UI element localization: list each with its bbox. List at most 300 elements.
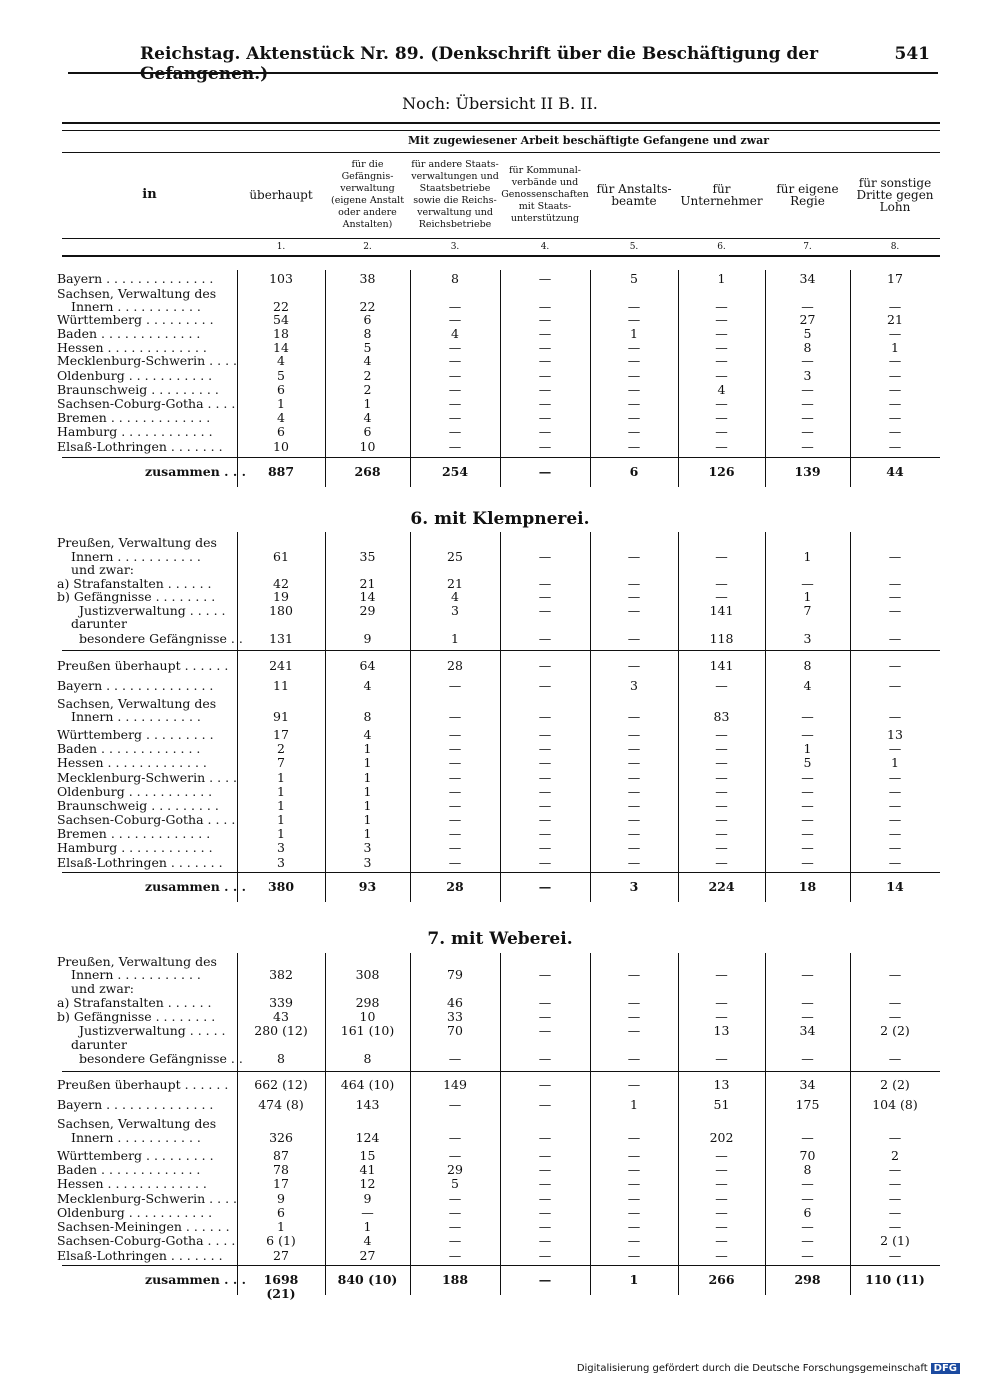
- table-row: [0, 1078, 1000, 1092]
- table-cell: 8: [277, 1051, 285, 1066]
- table-cell: 1: [363, 812, 372, 827]
- table-cell: —: [715, 299, 728, 314]
- table-cell: —: [627, 727, 641, 742]
- table-cell: —: [801, 1176, 814, 1191]
- table-cell: 54: [273, 312, 289, 327]
- table-row: [0, 827, 1000, 841]
- table-cell: —: [888, 812, 902, 827]
- total-rule: [62, 1265, 940, 1266]
- table-cell: 14: [359, 589, 376, 604]
- subtotal-rule: [62, 1071, 940, 1072]
- table-cell: —: [715, 353, 728, 368]
- row-label: Oldenburg . . . . . . . . . . .: [57, 785, 213, 799]
- table-cell: 2: [891, 1148, 899, 1163]
- table-cell: —: [715, 755, 728, 770]
- table-cell: 464 (10): [340, 1077, 395, 1092]
- table-cell: 118: [709, 631, 734, 646]
- table-row: [0, 313, 1000, 327]
- table-row: [0, 1192, 1000, 1206]
- row-label: Innern . . . . . . . . . . .: [71, 550, 201, 564]
- table-row: [0, 1131, 1000, 1145]
- table-cell: —: [801, 1009, 814, 1024]
- column-number: 8.: [890, 242, 900, 252]
- table-cell: —: [538, 299, 552, 314]
- table-cell: —: [801, 826, 814, 841]
- row-label: Württemberg . . . . . . . . .: [57, 1149, 214, 1163]
- table-row: [0, 1038, 1000, 1052]
- table-cell: 5: [363, 340, 372, 355]
- column-header: für Anstalts-beamte: [596, 182, 672, 208]
- table-cell: 3: [803, 631, 812, 646]
- table-row: [0, 799, 1000, 813]
- table-cell: 268: [354, 464, 381, 479]
- row-label: Hamburg . . . . . . . . . . . .: [57, 841, 213, 855]
- row-label: Braunschweig . . . . . . . . .: [57, 799, 219, 813]
- table-cell: 27: [799, 312, 816, 327]
- table-cell: 126: [708, 464, 735, 479]
- table-cell: 8: [803, 1162, 812, 1177]
- table-cell: 7: [803, 603, 812, 618]
- row-label: Innern . . . . . . . . . . .: [71, 710, 201, 724]
- table-cell: 149: [443, 1077, 467, 1092]
- table-cell: —: [538, 1097, 552, 1112]
- table-cell: 8: [363, 1051, 372, 1066]
- table-cell: 42: [273, 576, 289, 591]
- table-cell: —: [888, 439, 902, 454]
- table-cell: —: [627, 1205, 641, 1220]
- table-row: [0, 300, 1000, 314]
- table-cell: 1: [277, 1219, 285, 1234]
- table-cell: 1: [363, 798, 372, 813]
- table-cell: 34: [799, 1023, 816, 1038]
- table-cell: 17: [273, 1176, 289, 1191]
- table-cell: —: [538, 271, 552, 286]
- table-cell: 298: [355, 995, 380, 1010]
- table-cell: —: [538, 410, 552, 425]
- table-cell: 1: [363, 755, 372, 770]
- row-label: Elsaß-Lothringen . . . . . . .: [57, 1249, 223, 1263]
- row-label: Preußen, Verwaltung des: [57, 955, 217, 969]
- table-cell: —: [715, 1009, 728, 1024]
- table-row: [0, 1234, 1000, 1248]
- table-cell: —: [538, 1191, 552, 1206]
- table-cell: —: [888, 1176, 902, 1191]
- table-cell: 13: [887, 727, 903, 742]
- table-cell: —: [627, 840, 641, 855]
- table-cell: 326: [269, 1130, 293, 1145]
- table-cell: 1: [803, 589, 812, 604]
- table-cell: 10: [359, 439, 376, 454]
- table-row: [0, 550, 1000, 564]
- table-row: [0, 679, 1000, 693]
- table-cell: 4: [363, 1233, 372, 1248]
- table-cell: —: [627, 967, 641, 982]
- table-cell: 2: [363, 382, 372, 397]
- table-cell: —: [538, 439, 552, 454]
- table-cell: —: [538, 855, 552, 870]
- table-cell: —: [538, 1130, 552, 1145]
- table-cell: —: [888, 770, 902, 785]
- table-cell: —: [448, 1130, 462, 1145]
- table-cell: 15: [359, 1148, 376, 1163]
- table-cell: 4: [717, 382, 726, 397]
- table-cell: 180: [269, 603, 293, 618]
- table-cell: —: [888, 368, 902, 383]
- table-cell: —: [448, 312, 462, 327]
- table-row: [0, 411, 1000, 425]
- table-cell: 474 (8): [258, 1097, 304, 1112]
- table-row: [0, 1163, 1000, 1177]
- table-row: [0, 341, 1000, 355]
- row-label: Sachsen, Verwaltung des: [57, 1117, 217, 1131]
- row-label: Mecklenburg-Schwerin . . . .: [57, 354, 237, 368]
- table-cell: —: [715, 967, 728, 982]
- column-header: überhaupt: [249, 188, 313, 202]
- table-cell: —: [538, 1248, 552, 1263]
- row-label: Innern . . . . . . . . . . .: [71, 1131, 201, 1145]
- table-cell: —: [888, 709, 902, 724]
- table-cell: 2: [277, 741, 285, 756]
- table-cell: 188: [441, 1272, 469, 1287]
- header-rule: [68, 72, 938, 74]
- row-label: Bayern . . . . . . . . . . . . . .: [57, 1098, 214, 1112]
- table-cell: —: [715, 1051, 728, 1066]
- row-label: darunter: [71, 617, 127, 631]
- table-cell: —: [627, 755, 641, 770]
- table-cell: —: [715, 576, 728, 591]
- table-cell: —: [888, 1162, 902, 1177]
- table-cell: —: [627, 855, 641, 870]
- table-cell: —: [627, 312, 641, 327]
- table-cell: —: [627, 1009, 641, 1024]
- table-row: [0, 632, 1000, 646]
- table-cell: —: [715, 1191, 728, 1206]
- table-cell: 33: [447, 1009, 463, 1024]
- row-label: Sachsen-Coburg-Gotha . . . .: [57, 813, 236, 827]
- table-cell: —: [538, 326, 552, 341]
- table-cell: 34: [799, 271, 816, 286]
- table-cell: 6 (1): [266, 1233, 296, 1248]
- table-cell: —: [801, 410, 814, 425]
- table-cell: 1: [277, 826, 285, 841]
- table-cell: —: [538, 658, 552, 673]
- table-cell: —: [538, 396, 552, 411]
- table-cell: —: [627, 784, 641, 799]
- table-cell: 1: [891, 340, 899, 355]
- table-cell: —: [627, 396, 641, 411]
- table-cell: 1: [363, 1219, 372, 1234]
- table-cell: —: [715, 1176, 728, 1191]
- row-label: Bayern . . . . . . . . . . . . . .: [57, 272, 214, 286]
- table-cell: —: [888, 1191, 902, 1206]
- table-cell: 51: [713, 1097, 730, 1112]
- table-cell: —: [715, 368, 728, 383]
- row-label: Elsaß-Lothringen . . . . . . .: [57, 440, 223, 454]
- table-cell: 3: [363, 855, 372, 870]
- table-row: [0, 1220, 1000, 1234]
- table-cell: 143: [355, 1097, 380, 1112]
- table-cell: —: [448, 368, 462, 383]
- table-cell: 64: [359, 658, 376, 673]
- table-cell: 4: [363, 353, 372, 368]
- table-cell: —: [715, 741, 728, 756]
- table-cell: —: [538, 1272, 552, 1287]
- table-cell: —: [538, 589, 552, 604]
- table-cell: —: [715, 1219, 728, 1234]
- table-cell: —: [538, 784, 552, 799]
- table-cell: 18: [798, 879, 817, 894]
- total-row: [0, 1272, 1000, 1301]
- table-row: [0, 996, 1000, 1010]
- row-label: Preußen überhaupt . . . . . .: [57, 1078, 229, 1092]
- row-label: zusammen . . .: [145, 1273, 246, 1287]
- table-cell: —: [448, 1248, 462, 1263]
- table-row: [0, 1010, 1000, 1024]
- table-cell: —: [448, 396, 462, 411]
- column-header: für Kommunal-verbände und Genossenschaften mit Staats-unterstützung: [501, 165, 589, 224]
- row-label: Preußen überhaupt . . . . . .: [57, 659, 229, 673]
- table-cell: —: [627, 589, 641, 604]
- table-cell: 161 (10): [340, 1023, 395, 1038]
- table-cell: —: [715, 396, 728, 411]
- table-cell: —: [627, 424, 641, 439]
- table-cell: —: [801, 855, 814, 870]
- table-cell: —: [627, 770, 641, 785]
- table-cell: —: [538, 678, 552, 693]
- table-row: [0, 1177, 1000, 1191]
- table-cell: —: [538, 826, 552, 841]
- table-cell: 1: [363, 741, 372, 756]
- table-cell: 1: [803, 741, 812, 756]
- section-title: 7. mit Weberei.: [427, 929, 573, 949]
- table-cell: —: [627, 353, 641, 368]
- table-cell: 29: [359, 603, 376, 618]
- table-cell: 5: [630, 271, 638, 286]
- header-rule: [62, 130, 940, 131]
- table-cell: —: [538, 1009, 552, 1024]
- table-cell: —: [715, 770, 728, 785]
- table-cell: —: [627, 1130, 641, 1145]
- row-label: Bremen . . . . . . . . . . . . .: [57, 827, 211, 841]
- table-cell: —: [538, 1233, 552, 1248]
- table-cell: 35: [359, 549, 376, 564]
- row-label: Preußen, Verwaltung des: [57, 536, 217, 550]
- table-cell: 46: [447, 995, 463, 1010]
- table-cell: —: [888, 967, 902, 982]
- table-cell: —: [627, 1051, 641, 1066]
- table-cell: 41: [359, 1162, 376, 1177]
- table-cell: —: [448, 812, 462, 827]
- table-cell: —: [888, 382, 902, 397]
- table-cell: 19: [273, 589, 289, 604]
- table-cell: 887: [267, 464, 295, 479]
- table-row: [0, 856, 1000, 870]
- table-cell: 1: [363, 826, 372, 841]
- table-cell: —: [448, 1219, 462, 1234]
- table-cell: 1698 (21): [263, 1272, 299, 1301]
- table-cell: —: [801, 1130, 814, 1145]
- running-title: Reichstag. Aktenstück Nr. 89. (Denkschrift über die Beschäftigung der Gefangenen.): [140, 44, 819, 84]
- table-cell: —: [448, 709, 462, 724]
- table-cell: 1: [363, 770, 372, 785]
- header-rule: [62, 238, 940, 239]
- table-cell: —: [448, 1097, 462, 1112]
- table-cell: —: [448, 1148, 462, 1163]
- table-cell: 34: [799, 1077, 816, 1092]
- span-title: Mit zugewiesener Arbeit beschäftigte Gefangene und zwar: [408, 134, 769, 147]
- table-cell: 22: [359, 299, 376, 314]
- table-cell: 1: [717, 271, 726, 286]
- row-label: Innern . . . . . . . . . . .: [71, 300, 201, 314]
- table-cell: —: [538, 424, 552, 439]
- table-cell: —: [448, 741, 462, 756]
- table-cell: —: [801, 812, 814, 827]
- column-number: 6.: [717, 242, 726, 252]
- table-cell: 61: [273, 549, 289, 564]
- table-cell: —: [627, 576, 641, 591]
- table-cell: 254: [441, 464, 469, 479]
- table-cell: 13: [713, 1077, 730, 1092]
- table-cell: —: [715, 589, 728, 604]
- table-cell: 6: [629, 464, 639, 479]
- table-cell: —: [715, 1162, 728, 1177]
- table-cell: —: [538, 340, 552, 355]
- table-cell: 10: [359, 1009, 376, 1024]
- table-cell: —: [448, 855, 462, 870]
- table-cell: —: [448, 299, 462, 314]
- table-cell: 93: [358, 879, 377, 894]
- table-row: [0, 287, 1000, 301]
- table-cell: 308: [355, 967, 380, 982]
- row-label: Innern . . . . . . . . . . .: [71, 968, 201, 982]
- table-cell: 3: [629, 879, 639, 894]
- table-cell: —: [627, 812, 641, 827]
- table-cell: —: [715, 840, 728, 855]
- table-cell: 103: [269, 271, 293, 286]
- table-cell: —: [888, 995, 902, 1010]
- table-row: [0, 742, 1000, 756]
- table-cell: —: [448, 840, 462, 855]
- table-row: [0, 1098, 1000, 1112]
- total-row: [0, 465, 1000, 479]
- table-cell: 9: [363, 1191, 372, 1206]
- table-row: [0, 617, 1000, 631]
- row-label: Justizverwaltung . . . . .: [79, 1024, 226, 1038]
- table-cell: —: [888, 784, 902, 799]
- running-header: [140, 44, 930, 84]
- table-cell: —: [627, 1233, 641, 1248]
- total-rule: [62, 457, 940, 458]
- column-header: für die Gefängnis-verwaltung (eigene Anstalt oder andere Anstalten): [330, 159, 405, 230]
- table-cell: —: [538, 755, 552, 770]
- table-cell: 139: [794, 464, 821, 479]
- table-cell: —: [801, 995, 814, 1010]
- table-cell: —: [888, 424, 902, 439]
- row-label: Bayern . . . . . . . . . . . . . .: [57, 679, 214, 693]
- row-label: besondere Gefängnisse . .: [79, 1052, 243, 1066]
- row-label: Baden . . . . . . . . . . . . .: [57, 742, 201, 756]
- table-cell: 124: [355, 1130, 380, 1145]
- table-cell: 1: [629, 1272, 639, 1287]
- table-row: [0, 425, 1000, 439]
- table-cell: 79: [447, 967, 463, 982]
- total-rule: [62, 872, 940, 873]
- table-cell: —: [888, 1130, 902, 1145]
- table-cell: —: [361, 1205, 374, 1220]
- table-cell: 6: [277, 382, 285, 397]
- table-cell: —: [888, 631, 902, 646]
- table-row: [0, 369, 1000, 383]
- table-cell: —: [538, 812, 552, 827]
- table-cell: 2: [363, 368, 372, 383]
- row-label: Oldenburg . . . . . . . . . . .: [57, 369, 213, 383]
- table-row: [0, 710, 1000, 724]
- table-row: [0, 756, 1000, 770]
- row-label: Hamburg . . . . . . . . . . . .: [57, 425, 213, 439]
- row-label: Baden . . . . . . . . . . . . .: [57, 327, 201, 341]
- row-label: Baden . . . . . . . . . . . . .: [57, 1163, 201, 1177]
- table-cell: —: [801, 840, 814, 855]
- table-cell: 38: [359, 271, 376, 286]
- table-cell: —: [538, 576, 552, 591]
- table-cell: —: [448, 755, 462, 770]
- table-cell: 25: [447, 549, 463, 564]
- table-cell: —: [715, 340, 728, 355]
- table-cell: 21: [887, 312, 903, 327]
- table-cell: 10: [273, 439, 289, 454]
- table-cell: —: [715, 326, 728, 341]
- table-row: [0, 1249, 1000, 1263]
- table-cell: —: [715, 424, 728, 439]
- table-cell: 14: [273, 340, 289, 355]
- table-cell: —: [888, 840, 902, 855]
- table-cell: —: [448, 1233, 462, 1248]
- table-cell: —: [448, 1205, 462, 1220]
- table-cell: 4: [451, 589, 459, 604]
- table-cell: —: [448, 770, 462, 785]
- column-header: für andere Staats-verwaltungen und Staatsbetriebe sowie die Reichs-verwaltung und Reichsbetriebe: [411, 159, 499, 230]
- table-cell: 4: [277, 410, 285, 425]
- table-cell: 1: [277, 396, 285, 411]
- table-cell: —: [715, 784, 728, 799]
- table-cell: 5: [277, 368, 285, 383]
- row-label: Sachsen-Coburg-Gotha . . . .: [57, 397, 236, 411]
- table-cell: —: [538, 353, 552, 368]
- table-cell: —: [448, 340, 462, 355]
- table-cell: —: [627, 658, 641, 673]
- table-cell: —: [888, 1248, 902, 1263]
- table-cell: —: [888, 589, 902, 604]
- table-cell: —: [801, 709, 814, 724]
- column-header: für eigene Regie: [776, 182, 839, 208]
- table-cell: 22: [273, 299, 289, 314]
- table-cell: —: [801, 1191, 814, 1206]
- table-cell: —: [801, 967, 814, 982]
- table-cell: 8: [451, 271, 459, 286]
- table-cell: —: [538, 995, 552, 1010]
- table-cell: 4: [451, 326, 459, 341]
- row-label: Elsaß-Lothringen . . . . . . .: [57, 856, 223, 870]
- table-cell: 17: [887, 271, 903, 286]
- table-cell: —: [715, 798, 728, 813]
- table-cell: —: [715, 312, 728, 327]
- table-cell: 28: [446, 879, 464, 894]
- table-cell: 9: [363, 631, 372, 646]
- table-cell: —: [801, 576, 814, 591]
- table-cell: 11: [273, 678, 289, 693]
- table-cell: —: [538, 1051, 552, 1066]
- table-cell: 6: [363, 312, 372, 327]
